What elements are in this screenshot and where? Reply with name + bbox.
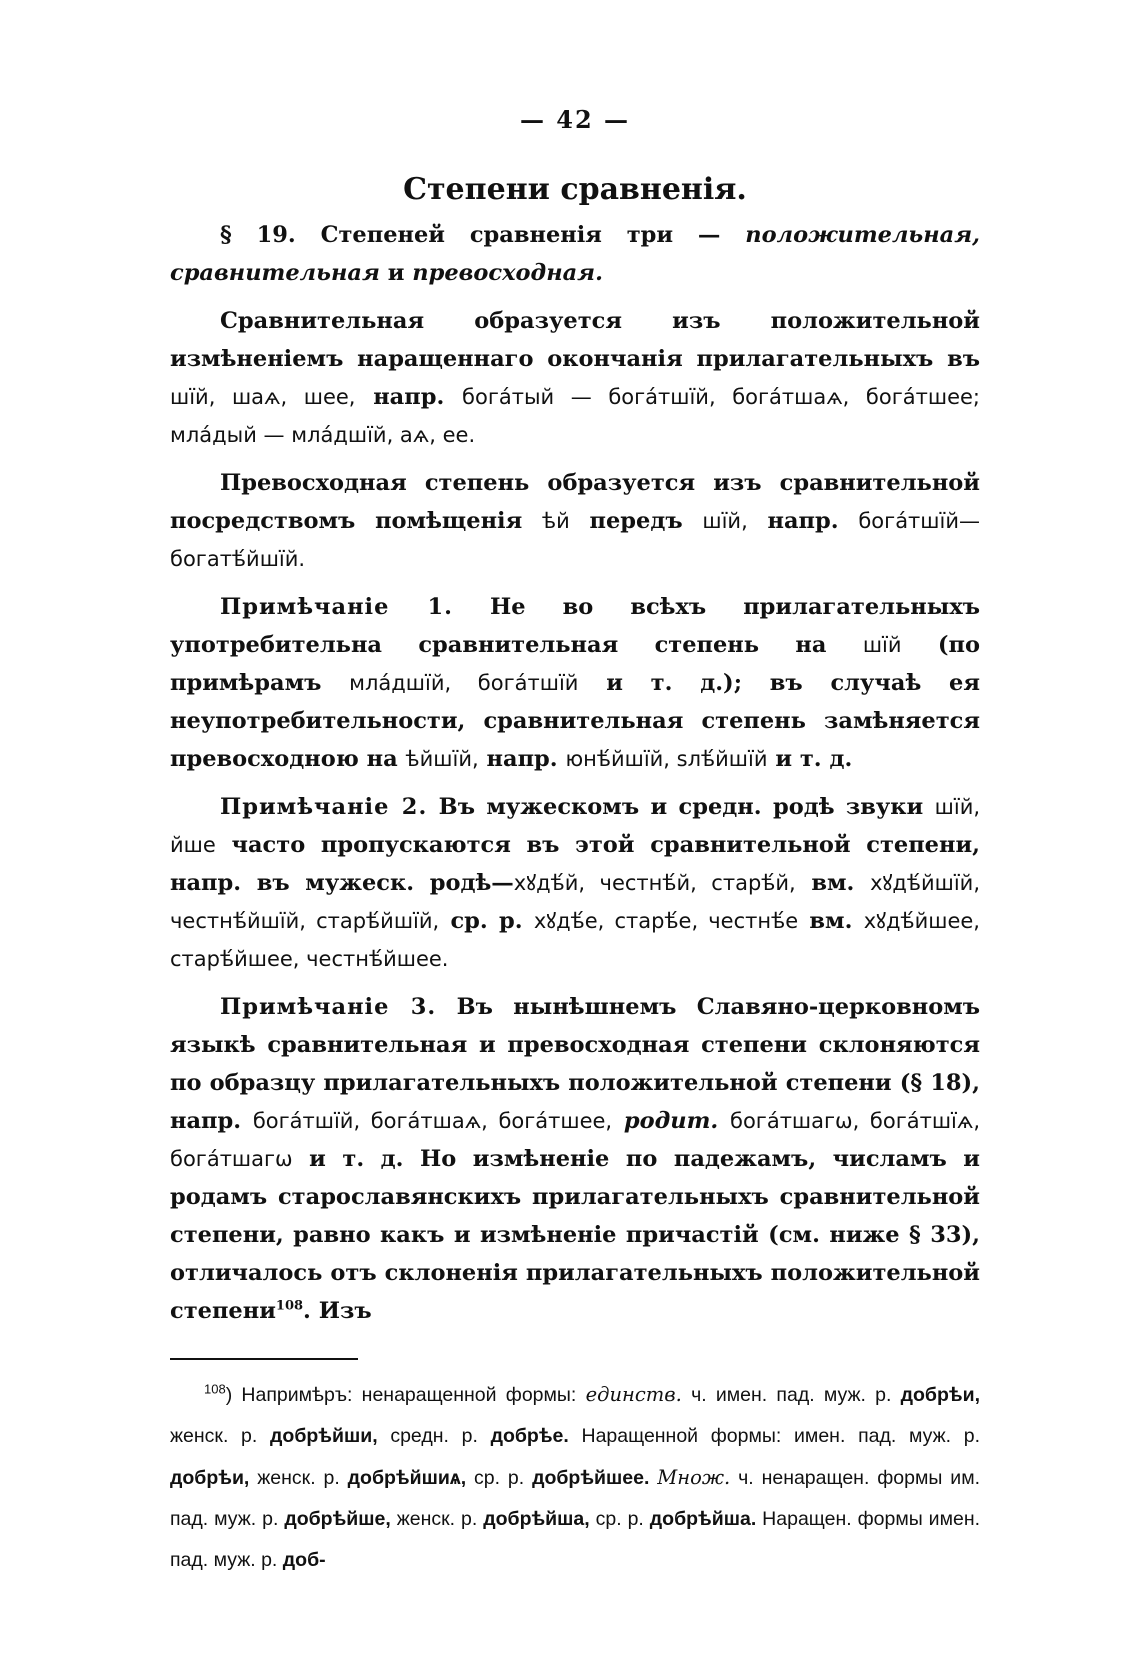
text-run: вм. xyxy=(798,908,864,934)
church-slavonic-text: добрѣйше, xyxy=(284,1508,391,1530)
church-slavonic-text: добрѣи, xyxy=(900,1384,980,1406)
note-1 xyxy=(170,588,980,778)
text-run xyxy=(718,1108,730,1134)
text-run: Наращенной формы: имен. пад. муж. р. xyxy=(568,1425,980,1447)
footnote-mark: 108 xyxy=(204,1381,226,1397)
text-run: часто пропускаются въ этой сравнительной степени, напр. въ мужеск. родѣ— xyxy=(170,832,980,896)
footnote-divider xyxy=(170,1358,358,1360)
paragraph-superlative xyxy=(170,464,980,578)
church-slavonic-text: шїй, шаѧ, шее, xyxy=(170,385,356,409)
text-run: ч. ненаращен. формы им. пад. муж. р. xyxy=(170,1467,981,1530)
text-run: (по примѣрамъ xyxy=(170,632,980,696)
text-run: женск. р. xyxy=(170,1425,271,1447)
text-run: женск. р. xyxy=(249,1467,348,1489)
church-slavonic-text: бога́тшїй—богатѣ́йшїй. xyxy=(170,509,980,571)
text-run: и xyxy=(379,260,413,286)
church-slavonic-text: бога́тый — бога́тшїй, бога́тшаѧ, бога́тшее; мла́дый — мла́дшїй, аѧ, ее. xyxy=(170,385,980,447)
text-run: и т. д. Но измѣненіе по падежамъ, числамъ и родамъ старославянскихъ прилагательныхъ сравнительной степени, равно какъ и измѣненіе причастій (см. ниже § 33), отличалось отъ склоненія прилагательныхъ положительной степени xyxy=(170,1146,980,1324)
text-run: и т. д.); въ случаѣ ея неупотребительности, сравнительная степень замѣняется превосходною на xyxy=(170,670,980,772)
church-slavonic-text: добрѣйшее. xyxy=(532,1467,650,1489)
text-run: Превосходная степень образуется изъ сравнительной посредствомъ помѣщенія xyxy=(170,470,980,534)
text-run: ср. р. xyxy=(589,1508,650,1530)
church-slavonic-text: мла́дшїй, бога́тшїй xyxy=(349,671,579,695)
page-number: — 42 — xyxy=(519,105,631,134)
text-run: Въ нынѣшнемъ Славяно-церковномъ языкѣ сравнительная и превосходная степени склоняются по образцу прилагательныхъ положительной степени (§ 18), напр. xyxy=(170,994,981,1134)
italic-term: превосходная. xyxy=(412,260,603,286)
church-slavonic-text: юнѣ́йшїй, ѕлѣ́йшїй xyxy=(565,747,768,771)
church-slavonic-text: бога́тшїй, бога́тшаѧ, бога́тшее, xyxy=(252,1109,613,1133)
footnote-reference[interactable]: 108 xyxy=(275,1298,304,1314)
text-run: Не во всѣхъ прилагательныхъ употребительна сравнительная степень на xyxy=(170,594,980,658)
text-run: § 19. Степеней сравненія три — xyxy=(220,222,746,248)
text-run: женск. р. xyxy=(390,1508,484,1530)
church-slavonic-text: добрѣйша. xyxy=(649,1508,757,1530)
text-run: Въ мужескомъ и средн. родѣ звуки xyxy=(427,794,935,820)
note-label: Примѣчаніе 3. xyxy=(220,994,437,1020)
church-slavonic-text: шїй, йше xyxy=(170,795,981,857)
text-run: Наращен. формы имен. пад. муж. р. xyxy=(170,1508,981,1571)
text-run: Сравнительная образуется изъ положительной измѣненіемъ наращеннаго окончанія прилагательныхъ въ xyxy=(170,308,980,372)
church-slavonic-text: хꙋдѣ́йшїй, честнѣ́йшїй, старѣ́йшїй, xyxy=(170,871,980,933)
text-run: ср. р. xyxy=(439,908,534,934)
text-run: передъ xyxy=(569,508,703,534)
church-slavonic-text: хꙋдѣ́е, старѣ́е, честнѣ́е xyxy=(533,909,799,933)
book-page xyxy=(170,100,980,1600)
italic-term: положительная, сравнительная xyxy=(170,222,980,286)
church-slavonic-text: шїй xyxy=(862,633,902,657)
church-slavonic-text: добрѣйшиѧ, xyxy=(347,1467,467,1489)
church-slavonic-text: добрѣи, xyxy=(170,1467,250,1489)
italic-term: родит. xyxy=(623,1108,719,1134)
text-run: и т. д. xyxy=(767,746,853,772)
text-run: вм. xyxy=(795,870,871,896)
church-slavonic-text: доб- xyxy=(282,1549,326,1571)
text-run: средн. р. xyxy=(377,1425,491,1447)
church-slavonic-text: бога́тшагѡ, бога́тшїѧ, бога́тшагѡ xyxy=(170,1109,980,1171)
note-3 xyxy=(170,988,980,1330)
note-2 xyxy=(170,788,980,978)
note-label: Примѣчаніе 1. xyxy=(220,594,453,620)
italic-term: Множ. xyxy=(657,1466,731,1489)
footnote-108 xyxy=(170,1374,980,1581)
text-run: . Изъ xyxy=(303,1298,372,1324)
paragraph-comparative xyxy=(170,302,980,454)
paragraph-section-19 xyxy=(170,216,980,292)
text-run: ) Напримѣръ: ненаращенной формы: xyxy=(225,1384,586,1406)
text-run xyxy=(612,1108,624,1134)
section-heading: Степени сравненія. xyxy=(403,172,747,207)
note-label: Примѣчаніе 2. xyxy=(220,794,428,820)
church-slavonic-text: хꙋдѣ́й, честнѣ́й, старѣ́й, xyxy=(513,871,796,895)
text-run: напр. xyxy=(747,508,859,534)
italic-term: единств. xyxy=(585,1383,682,1406)
church-slavonic-text: ѣй xyxy=(541,509,570,533)
text-run: напр. xyxy=(478,746,566,772)
text-run: ср. р. xyxy=(466,1467,533,1489)
church-slavonic-text: хꙋдѣ́йшее, старѣ́йшее, честнѣ́йшее. xyxy=(170,909,980,971)
church-slavonic-text: добрѣйша, xyxy=(483,1508,590,1530)
church-slavonic-text: добрѣе. xyxy=(490,1425,569,1447)
text-run: ч. имен. пад. муж. р. xyxy=(681,1384,901,1406)
church-slavonic-text: ѣйшїй, xyxy=(405,747,479,771)
church-slavonic-text: добрѣйши, xyxy=(270,1425,378,1447)
text-run: напр. xyxy=(355,384,463,410)
church-slavonic-text: шїй, xyxy=(702,509,748,533)
